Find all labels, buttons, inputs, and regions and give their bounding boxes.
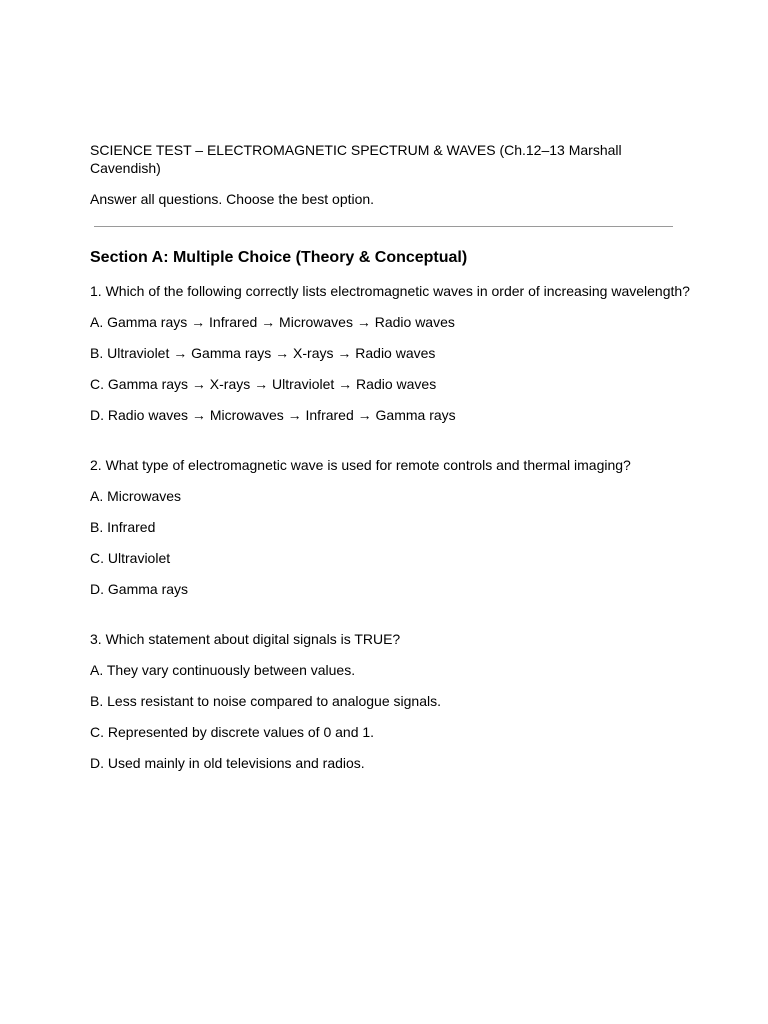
option-b: B. Ultraviolet → Gamma rays → X-rays → Radio waves: [90, 345, 436, 361]
question-text: 2. What type of electromagnetic wave is used for remote controls and thermal imaging?: [90, 457, 631, 473]
option-a: A. They vary continuously between values.: [90, 662, 356, 678]
question-1: [90, 282, 690, 424]
question-2: [90, 456, 690, 598]
document-body: [90, 141, 690, 804]
option-d: D. Used mainly in old televisions and radios.: [90, 755, 365, 771]
option-c: C. Ultraviolet: [90, 550, 171, 566]
question-text: 1. Which of the following correctly lists electromagnetic waves in order of increasing wavelength?: [90, 283, 690, 299]
test-title: SCIENCE TEST – ELECTROMAGNETIC SPECTRUM & WAVES (Ch.12–13 Marshall Cavendish): [90, 142, 622, 176]
horizontal-divider: [94, 226, 673, 227]
option-a: A. Gamma rays → Infrared → Microwaves → Radio waves: [90, 314, 455, 330]
section-heading: Section A: Multiple Choice (Theory & Conceptual): [90, 249, 468, 266]
option-b: B. Infrared: [90, 519, 156, 535]
question-3: [90, 630, 690, 772]
option-b: B. Less resistant to noise compared to analogue signals.: [90, 693, 441, 709]
option-c: C. Represented by discrete values of 0 and 1.: [90, 724, 375, 740]
option-d: D. Radio waves → Microwaves → Infrared → Gamma rays: [90, 407, 456, 423]
option-d: D. Gamma rays: [90, 581, 189, 597]
option-a: A. Microwaves: [90, 488, 182, 504]
question-text: 3. Which statement about digital signals is TRUE?: [90, 631, 401, 647]
test-instruction: Answer all questions. Choose the best option.: [90, 191, 375, 207]
option-c: C. Gamma rays → X-rays → Ultraviolet → Radio waves: [90, 376, 437, 392]
